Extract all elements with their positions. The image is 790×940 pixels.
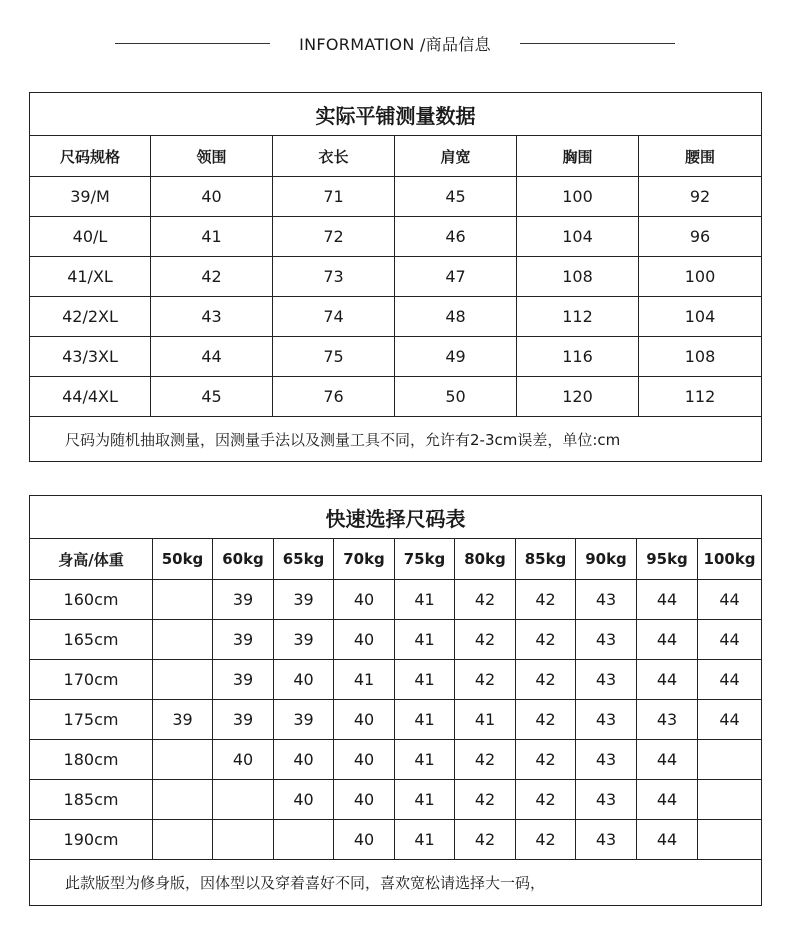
measurement-cell: 104	[639, 297, 762, 337]
size-chart-cell: 39	[213, 620, 274, 660]
size-chart-cell	[153, 780, 213, 820]
measurement-cell: 112	[517, 297, 639, 337]
size-chart-cell: 170cm	[30, 660, 153, 700]
size-chart-title: 快速选择尺码表	[30, 496, 762, 539]
measurement-cell: 92	[639, 177, 762, 217]
size-chart-cell: 40	[334, 580, 395, 620]
size-chart-cell: 41	[395, 700, 455, 740]
measurement-row	[30, 377, 762, 417]
size-chart-cell	[213, 780, 274, 820]
size-chart-cell: 42	[516, 620, 576, 660]
measurement-cell: 112	[639, 377, 762, 417]
measurement-row	[30, 177, 762, 217]
size-chart-cell: 44	[637, 820, 698, 860]
measurement-cell: 104	[517, 217, 639, 257]
size-chart-cell: 39	[213, 660, 274, 700]
size-chart-cell: 42	[516, 820, 576, 860]
size-chart-cell: 40	[334, 740, 395, 780]
measurement-row	[30, 337, 762, 377]
measurement-row	[30, 217, 762, 257]
measurement-cell: 74	[273, 297, 395, 337]
size-chart-cell: 40	[274, 660, 334, 700]
measurement-cell: 100	[639, 257, 762, 297]
size-chart-cell: 43	[576, 660, 637, 700]
size-chart-cell	[698, 780, 762, 820]
section-header	[0, 30, 790, 58]
size-chart-column-header: 80kg	[455, 539, 516, 580]
size-chart-row	[30, 700, 762, 740]
size-chart-cell: 44	[698, 620, 762, 660]
measurement-column-header: 领围	[151, 136, 273, 177]
measurement-cell: 48	[395, 297, 517, 337]
size-chart-cell: 39	[213, 580, 274, 620]
measurement-cell: 45	[151, 377, 273, 417]
size-chart-row	[30, 740, 762, 780]
size-chart-cell: 43	[576, 620, 637, 660]
size-chart-column-header: 50kg	[153, 539, 213, 580]
size-chart-cell	[153, 740, 213, 780]
size-chart-cell: 41	[395, 820, 455, 860]
size-chart-cell: 42	[455, 820, 516, 860]
size-chart-cell	[153, 820, 213, 860]
size-chart-row	[30, 660, 762, 700]
size-chart-cell: 42	[516, 660, 576, 700]
measurement-cell: 120	[517, 377, 639, 417]
size-chart-cell: 42	[455, 580, 516, 620]
measurement-cell: 116	[517, 337, 639, 377]
size-chart-cell: 40	[334, 700, 395, 740]
size-chart-column-header: 85kg	[516, 539, 576, 580]
measurement-cell: 73	[273, 257, 395, 297]
size-chart-cell	[698, 740, 762, 780]
size-chart-row	[30, 620, 762, 660]
size-chart-cell: 40	[274, 740, 334, 780]
size-chart-row	[30, 820, 762, 860]
measurement-column-header: 衣长	[273, 136, 395, 177]
size-chart-cell: 43	[576, 780, 637, 820]
measurement-table-title: 实际平铺测量数据	[30, 93, 762, 136]
measurement-cell: 76	[273, 377, 395, 417]
size-chart-cell: 42	[455, 780, 516, 820]
size-chart-cell: 185cm	[30, 780, 153, 820]
size-chart-cell: 42	[516, 740, 576, 780]
size-chart-cell: 39	[153, 700, 213, 740]
measurement-cell: 45	[395, 177, 517, 217]
size-chart-column-header: 65kg	[274, 539, 334, 580]
measurement-cell: 42/2XL	[30, 297, 151, 337]
measurement-cell: 44/4XL	[30, 377, 151, 417]
size-chart-cell: 160cm	[30, 580, 153, 620]
measurement-cell: 39/M	[30, 177, 151, 217]
measurement-cell: 43	[151, 297, 273, 337]
size-chart-note: 此款版型为修身版，因体型以及穿着喜好不同，喜欢宽松请选择大一码，	[30, 860, 762, 906]
measurement-row	[30, 297, 762, 337]
size-chart-cell: 39	[274, 700, 334, 740]
size-chart-cell: 43	[637, 700, 698, 740]
size-chart-column-header: 100kg	[698, 539, 762, 580]
size-chart-cell: 43	[576, 820, 637, 860]
size-chart-cell: 43	[576, 740, 637, 780]
measurement-cell: 47	[395, 257, 517, 297]
size-chart-cell	[153, 620, 213, 660]
measurement-note: 尺码为随机抽取测量，因测量手法以及测量工具不同，允许有2-3cm误差，单位:cm	[30, 417, 762, 462]
measurement-table	[29, 92, 762, 462]
size-chart-cell: 44	[637, 740, 698, 780]
size-chart-cell: 42	[516, 780, 576, 820]
measurement-cell: 41/XL	[30, 257, 151, 297]
size-chart-cell: 39	[274, 620, 334, 660]
size-chart-cell: 180cm	[30, 740, 153, 780]
size-chart-cell: 42	[516, 700, 576, 740]
size-chart-cell: 175cm	[30, 700, 153, 740]
size-chart-cell: 42	[516, 580, 576, 620]
measurement-column-header: 尺码规格	[30, 136, 151, 177]
size-chart-cell	[698, 820, 762, 860]
header-divider-right	[520, 43, 675, 44]
size-chart-cell: 40	[334, 780, 395, 820]
measurement-cell: 71	[273, 177, 395, 217]
header-divider-left	[115, 43, 270, 44]
measurement-cell: 72	[273, 217, 395, 257]
size-chart-cell	[213, 820, 274, 860]
size-chart-cell: 44	[637, 780, 698, 820]
size-chart-cell: 41	[395, 580, 455, 620]
size-chart-cell	[153, 660, 213, 700]
size-chart-cell: 165cm	[30, 620, 153, 660]
size-chart-cell: 41	[455, 700, 516, 740]
measurement-cell: 96	[639, 217, 762, 257]
size-chart-column-header: 90kg	[576, 539, 637, 580]
size-chart-cell: 44	[698, 580, 762, 620]
size-chart-cell: 39	[274, 580, 334, 620]
measurement-cell: 40	[151, 177, 273, 217]
size-chart-cell: 44	[698, 660, 762, 700]
measurement-cell: 41	[151, 217, 273, 257]
size-chart-cell: 42	[455, 620, 516, 660]
size-chart-cell: 42	[455, 660, 516, 700]
measurement-cell: 108	[639, 337, 762, 377]
size-chart-table	[29, 495, 762, 906]
size-chart-column-header: 70kg	[334, 539, 395, 580]
size-chart-column-header: 95kg	[637, 539, 698, 580]
size-chart-cell	[153, 580, 213, 620]
size-chart-cell: 190cm	[30, 820, 153, 860]
size-chart-cell: 41	[395, 740, 455, 780]
size-chart-cell: 44	[637, 620, 698, 660]
size-chart-cell: 41	[395, 620, 455, 660]
measurement-cell: 75	[273, 337, 395, 377]
size-chart-cell: 40	[334, 820, 395, 860]
measurement-cell: 49	[395, 337, 517, 377]
measurement-cell: 42	[151, 257, 273, 297]
size-chart-row	[30, 780, 762, 820]
measurement-column-header: 肩宽	[395, 136, 517, 177]
measurement-cell: 43/3XL	[30, 337, 151, 377]
size-chart-cell: 40	[213, 740, 274, 780]
size-chart-cell: 39	[213, 700, 274, 740]
measurement-cell: 40/L	[30, 217, 151, 257]
measurement-cell: 46	[395, 217, 517, 257]
size-chart-cell: 42	[455, 740, 516, 780]
measurement-column-header: 腰围	[639, 136, 762, 177]
size-chart-cell	[274, 820, 334, 860]
measurement-cell: 108	[517, 257, 639, 297]
measurement-row	[30, 257, 762, 297]
measurement-column-header: 胸围	[517, 136, 639, 177]
size-chart-cell: 41	[395, 780, 455, 820]
size-chart-cell: 44	[698, 700, 762, 740]
size-chart-column-header: 60kg	[213, 539, 274, 580]
size-chart-cell: 41	[395, 660, 455, 700]
size-chart-cell: 44	[637, 660, 698, 700]
measurement-cell: 100	[517, 177, 639, 217]
size-chart-cell: 43	[576, 580, 637, 620]
size-chart-cell: 44	[637, 580, 698, 620]
size-chart-cell: 41	[334, 660, 395, 700]
size-chart-column-header: 75kg	[395, 539, 455, 580]
size-chart-cell: 40	[334, 620, 395, 660]
size-chart-column-header: 身高/体重	[30, 539, 153, 580]
size-chart-cell: 40	[274, 780, 334, 820]
section-title: INFORMATION /商品信息	[299, 35, 491, 54]
size-chart-cell: 43	[576, 700, 637, 740]
size-chart-row	[30, 580, 762, 620]
measurement-cell: 50	[395, 377, 517, 417]
measurement-cell: 44	[151, 337, 273, 377]
